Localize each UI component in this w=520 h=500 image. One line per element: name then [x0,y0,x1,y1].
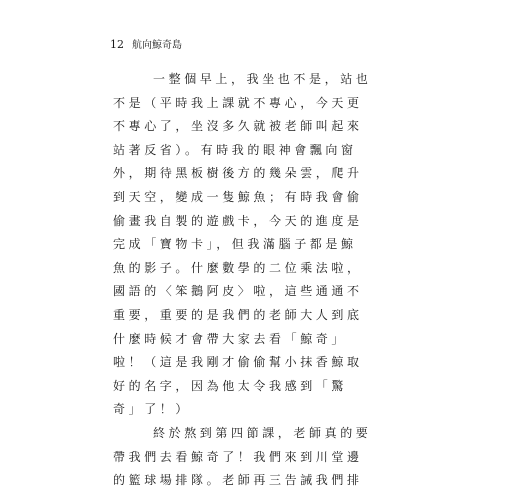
text-line: 什麼時候才會帶大家去看「鯨奇」 [113,331,348,346]
text-line: 奇」了！） [113,402,192,417]
text-line: 魚的影子。什麼數學的二位乘法啦， [113,260,363,275]
text-line: 重要，重要的是我們的老師大人到底 [113,307,363,322]
text-line: 不專心了，坐沒多久就被老師叫起來 [113,119,363,134]
text-line: 外，期待黑板樹後方的幾朵雲，爬升 [113,166,363,181]
text-line: 啦！（這是我剛才偷偷幫小抹香鯨取 [113,355,363,370]
text-line: 站著反省）。有時我的眼神會飄向窗 [113,142,357,157]
page-header [110,36,182,51]
text-line: 完成「寶物卡」，但我滿腦子都是鯨 [113,237,357,252]
text-line: 一整個早上，我坐也不是，站也 [153,72,372,86]
body-text [113,68,413,493]
text-line: 到天空，變成一隻鯨魚；有時我會偷 [113,189,363,204]
running-title: 航向鯨奇島 [132,40,182,51]
text-line: 國語的〈笨鵝阿皮〉啦，這些通通不 [113,284,363,299]
text-line: 好的名字，因為他太令我感到「驚 [113,378,348,393]
page-number: 12 [110,38,124,51]
text-line: 的籃球場排隊。老師再三告誡我們排 [113,473,363,488]
text-line: 偷畫我自製的遊戲卡，今天的進度是 [113,213,363,228]
text-line: 不是（平時我上課就不專心，今天更 [113,95,363,110]
text-line: 帶我們去看鯨奇了！我們來到川堂邊 [113,449,363,464]
text-line: 終於熬到第四節課，老師真的要 [153,425,372,440]
